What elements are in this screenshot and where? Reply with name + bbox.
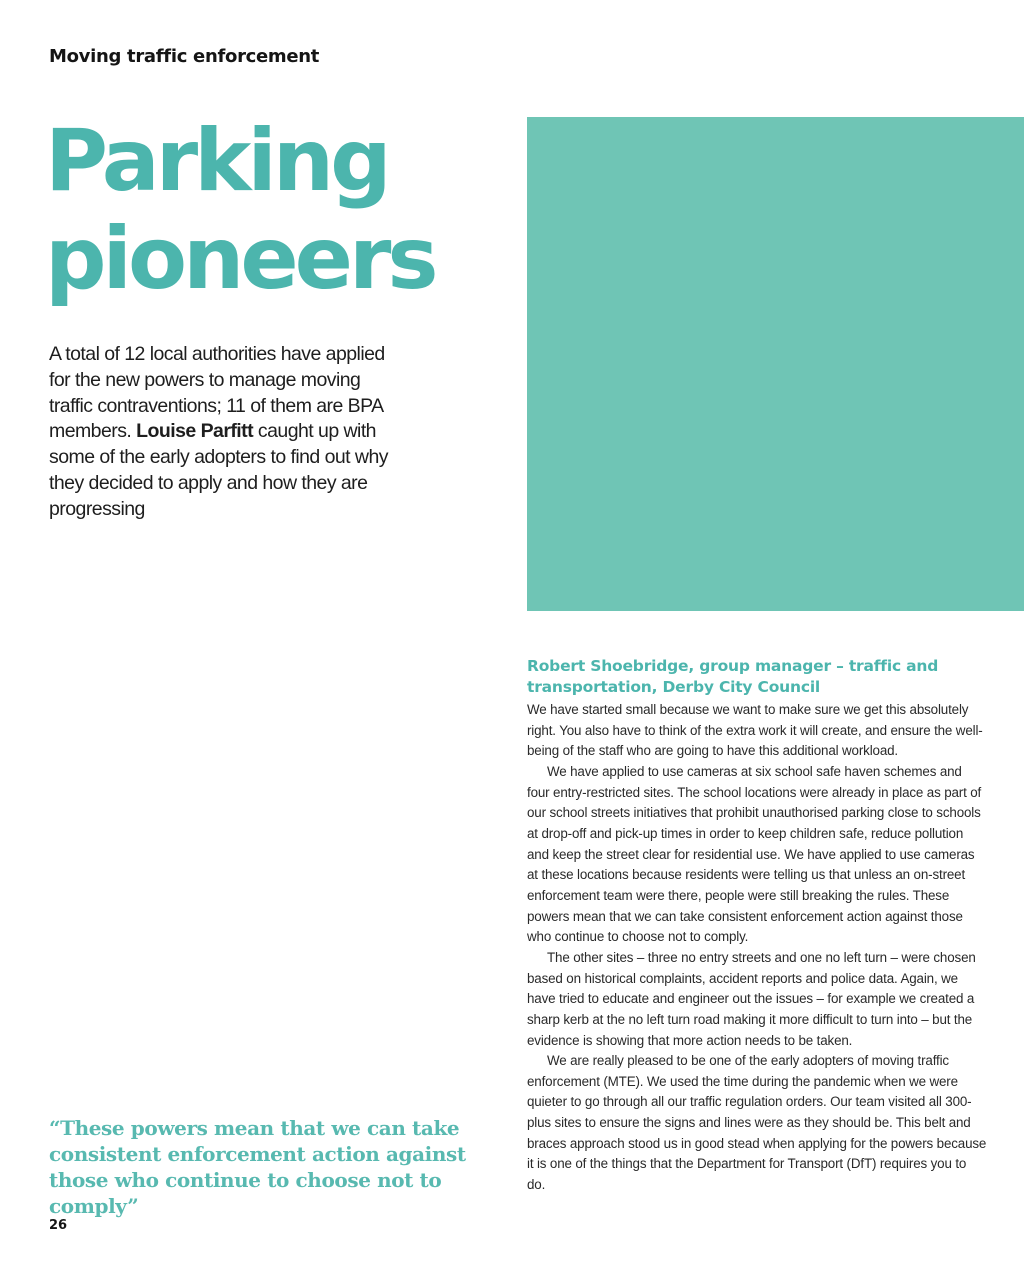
standfirst-intro: A total of 12 local authorities have applied for the new powers to manage moving traffic contraventions; 11 of them are BPA members. [49, 343, 385, 443]
pull-quote: “These powers mean that we can take consistent enforcement action against those who continue to choose not to comply” [49, 1116, 466, 1218]
article-paragraph: We are really pleased to be one of the early adopters of moving traffic enforcement (MTE). We used the time during the pandemic when we were quieter to go through all our traffic regulation orders. Our team visited all 300-plus sites to ensure the signs and lines were as they should be. This belt and braces approach stood us in good stead when applying for the powers because it is one of the things that the Department for Transport (DfT) requires you to do. [527, 1053, 987, 1193]
standfirst-author: Louise Parfitt [136, 420, 254, 443]
headline-line-1: Parking [45, 111, 388, 211]
article-column [527, 656, 987, 1196]
article-paragraph: We have applied to use cameras at six school safe haven schemes and four entry-restricted sites. The school locations were already in place as part of our school streets initiatives that prohibit unauthorised parking close to schools at drop-off and pick-up times in order to keep children safe, reduce pollution and keep the street clear for residential use. We have applied to use cameras at these locations because residents were telling us that unless an on-street enforcement team were there, people were still breaking the rules. These powers mean that we can take consistent enforcement action against those who continue to choose not to comply. [527, 763, 982, 945]
article-paragraph: The other sites – three no entry streets and one no left turn – were chosen based on historical complaints, accident reports and police data. Again, we have tried to educate and engineer out the issues – for example we created a sharp kerb at the no left turn road making it more difficult to turn into – but the evidence is showing that more action needs to be taken. [527, 949, 976, 1048]
section-label: Moving traffic enforcement [49, 46, 320, 67]
standfirst-outro: caught up with some of the early adopters to find out why they decided to apply and how they are progressing [49, 420, 388, 520]
headline-line-2: pioneers [45, 209, 435, 309]
article-body [527, 700, 987, 1196]
headline [45, 112, 505, 308]
feature-image [527, 117, 1024, 611]
article-heading: Robert Shoebridge, group manager – traffic and transportation, Derby City Council [527, 657, 939, 696]
page-number: 26 [49, 1218, 68, 1233]
standfirst [49, 342, 389, 523]
article-paragraph: We have started small because we want to make sure we get this absolutely right. You also have to think of the extra work it will create, and ensure the well-being of the staff who are going to have this additional workload. [527, 702, 983, 759]
